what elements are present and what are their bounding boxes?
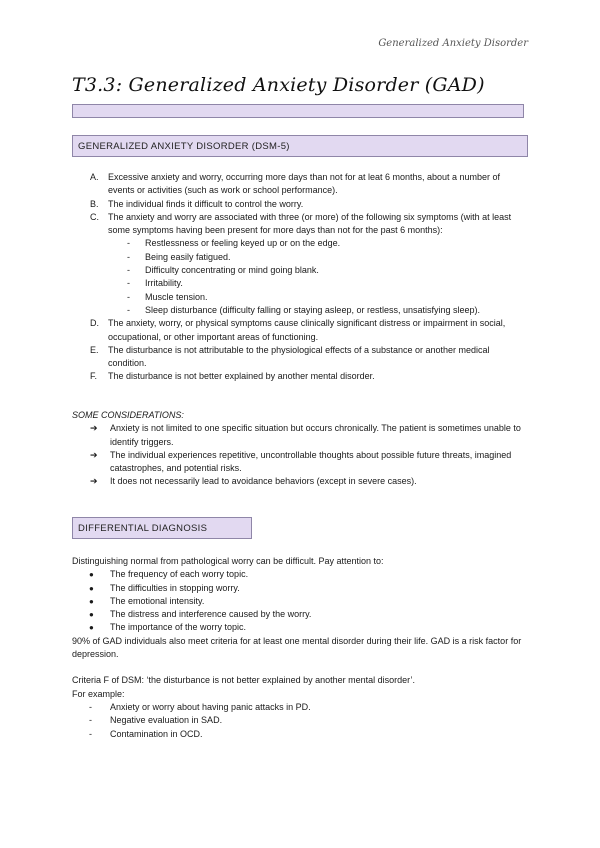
symptom-text: Restlessness or feeling keyed up or on the edge. xyxy=(145,238,341,249)
differential-intro: Distinguishing normal from pathological worry can be difficult. Pay attention to: xyxy=(72,556,384,566)
title-underline-bar xyxy=(72,104,524,118)
symptom-item xyxy=(72,251,528,264)
running-header: Generalized Anxiety Disorder xyxy=(378,38,528,49)
comorbidity-paragraph: 90% of GAD individuals also meet criteria for at least one mental disorder during their life. GAD is a risk factor for depression. xyxy=(72,635,522,660)
considerations-label: SOME CONSIDERATIONS: xyxy=(72,410,184,420)
bullet-icon: ● xyxy=(89,596,94,606)
dash-marker: - xyxy=(89,701,92,712)
example-text: Anxiety or worry about having panic attacks in PD. xyxy=(110,701,311,712)
symptom-item xyxy=(72,291,528,304)
bullet-item xyxy=(72,582,528,595)
criterion-letter: A. xyxy=(90,172,99,182)
differential-content xyxy=(72,555,528,741)
symptom-item xyxy=(72,237,528,250)
dash-marker: - xyxy=(89,715,92,726)
criterion-letter: F. xyxy=(90,371,98,382)
criterion-e xyxy=(72,344,528,371)
dash-marker: - xyxy=(127,278,130,289)
criterion-text: Excessive anxiety and worry, occurring more days than not for at leat 6 months, about a number of events or activities (such as work or school performance). xyxy=(108,172,501,196)
dash-marker: - xyxy=(127,304,130,315)
criterion-text: The anxiety and worry are associated with three (or more) of the following six symptoms (with at least some symptoms having been present for more days than not for the past 6 months): xyxy=(108,211,512,236)
criterion-letter: E. xyxy=(90,344,99,355)
section-heading-dsm5: GENERALIZED ANXIETY DISORDER (DSM-5) xyxy=(72,135,528,157)
bullet-icon: ● xyxy=(89,570,94,580)
example-item xyxy=(72,701,528,714)
bullet-text: The frequency of each worry topic. xyxy=(110,569,249,580)
criterion-a xyxy=(72,171,528,198)
criterion-text: The disturbance is not better explained by another mental disorder. xyxy=(108,371,375,382)
dash-marker: - xyxy=(127,265,130,276)
bullet-icon: ● xyxy=(89,583,94,593)
criterion-text: The individual finds it difficult to control the worry. xyxy=(108,198,304,209)
spacer xyxy=(72,661,528,674)
arrow-icon: ➔ xyxy=(90,476,98,487)
for-example-label: For example: xyxy=(72,688,125,699)
bullet-item xyxy=(72,621,528,634)
criterion-letter: D. xyxy=(90,318,99,329)
dash-marker: - xyxy=(127,251,130,262)
symptom-text: Muscle tension. xyxy=(145,291,208,302)
example-text: Contamination in OCD. xyxy=(110,728,203,739)
bullet-text: The difficulties in stopping worry. xyxy=(110,582,240,593)
consideration-item xyxy=(72,449,528,476)
bullet-text: The emotional intensity. xyxy=(110,595,205,606)
consideration-item xyxy=(72,475,528,488)
criterion-d xyxy=(72,317,528,344)
criterion-b xyxy=(72,198,528,211)
dash-marker: - xyxy=(127,291,130,302)
criterion-letter: B. xyxy=(90,198,99,209)
consideration-text: Anxiety is not limited to one specific situation but occurs chronically. The patient is sometimes unable to identify triggers. xyxy=(110,423,521,447)
bullet-icon: ● xyxy=(89,610,94,620)
bullet-text: The distress and interference caused by the worry. xyxy=(110,609,312,620)
section-heading-differential: DIFFERENTIAL DIAGNOSIS xyxy=(72,517,252,539)
symptom-item xyxy=(72,304,528,317)
considerations xyxy=(72,409,528,489)
consideration-item xyxy=(72,422,528,449)
criteria-list xyxy=(72,171,528,384)
arrow-icon: ➔ xyxy=(90,449,98,460)
symptom-text: Sleep disturbance (difficulty falling or staying asleep, or restless, unsatisfying sleep). xyxy=(145,304,481,315)
symptom-text: Being easily fatigued. xyxy=(145,251,231,262)
criterion-letter: C. xyxy=(90,211,99,222)
bullet-text: The importance of the worry topic. xyxy=(110,622,247,633)
page-title: T3.3: Generalized Anxiety Disorder (GAD) xyxy=(72,74,485,96)
example-text: Negative evaluation in SAD. xyxy=(110,715,223,726)
criterion-c xyxy=(72,211,528,238)
example-item xyxy=(72,728,528,741)
bullet-icon: ● xyxy=(89,623,94,633)
bullet-item xyxy=(72,608,528,621)
consideration-text: The individual experiences repetitive, uncontrollable thoughts about possible future threats, imagined catastrophes, and potential risks. xyxy=(110,449,512,474)
symptom-text: Irritability. xyxy=(145,278,183,289)
example-item xyxy=(72,714,528,727)
criterion-f xyxy=(72,370,528,383)
dash-marker: - xyxy=(127,238,130,249)
bullet-item xyxy=(72,568,528,581)
consideration-text: It does not necessarily lead to avoidance behaviors (except in severe cases). xyxy=(110,476,417,487)
symptom-text: Difficulty concentrating or mind going blank. xyxy=(145,265,319,276)
criteria-f-note: Criteria F of DSM: ‘the disturbance is not better explained by another mental disorder’. xyxy=(72,675,416,686)
bullet-item xyxy=(72,595,528,608)
criterion-text: The anxiety, worry, or physical symptoms cause clinically significant distress or impairment in social, occupational, or other important areas of functioning. xyxy=(108,318,506,342)
arrow-icon: ➔ xyxy=(90,423,98,434)
symptom-item xyxy=(72,277,528,290)
dash-marker: - xyxy=(89,728,92,739)
symptom-item xyxy=(72,264,528,277)
criterion-text: The disturbance is not attributable to the physiological effects of a substance or another medical condition. xyxy=(108,344,490,369)
